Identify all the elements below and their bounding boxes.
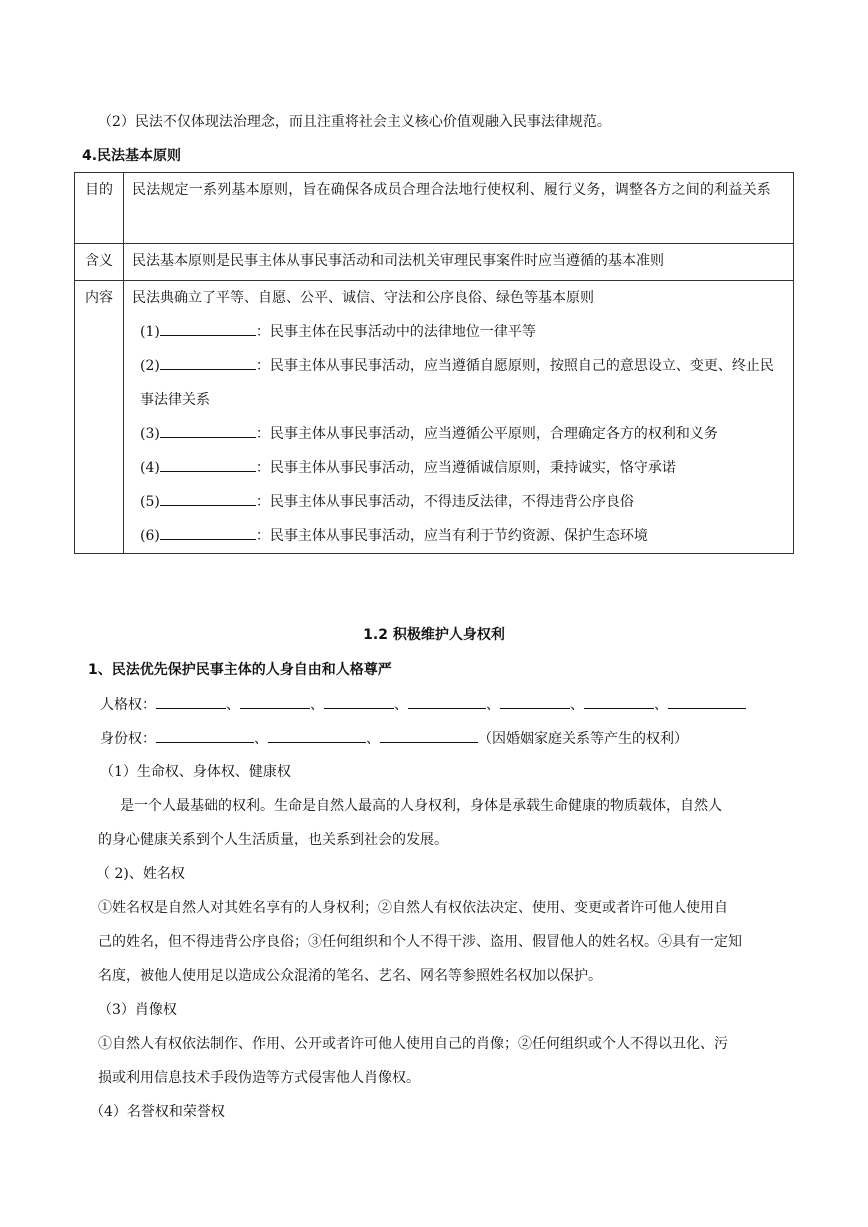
purpose-label (75, 173, 124, 244)
heading-1: 1、民法优先保护民事主体的人身自由和人格尊严 (88, 662, 392, 678)
principle-item (132, 315, 785, 349)
principle-item (132, 417, 785, 451)
separator: 、 (394, 697, 408, 713)
principle-num: (6) (140, 528, 160, 544)
principle-text: ：民事主体在民事活动中的法律地位一律平等 (255, 324, 536, 340)
principle-text: ：民事主体从事民事活动，应当遵循公平原则，合理确定各方的权利和义务 (255, 426, 718, 442)
personality-blank[interactable] (240, 694, 310, 709)
personality-blank[interactable] (584, 694, 654, 709)
principle-text: ：民事主体从事民事活动，应当遵循自愿原则，按照自己的意思设立、变更、终止民事法律关系 (140, 358, 774, 408)
purpose-label-text: 目的 (85, 182, 113, 198)
principle-num: (2) (140, 358, 160, 374)
separator: 、 (654, 697, 668, 713)
separator: 、 (310, 697, 324, 713)
section4-title: 4.民法基本原则 (82, 148, 182, 164)
identity-note: （因婚姻家庭关系等产生的权利） (478, 731, 688, 747)
principle-blank[interactable] (160, 423, 256, 438)
personality-blank[interactable] (500, 694, 570, 709)
content-cell (124, 281, 794, 554)
principle-item (132, 519, 785, 553)
table-row-content (75, 281, 794, 554)
meaning-label-text: 含义 (85, 253, 113, 269)
principle-num: (5) (140, 494, 160, 510)
intro-line: （2）民法不仅体现法治理念，而且注重将社会主义核心价值观融入民事法律规范。 (98, 114, 611, 130)
principle-text: ：民事主体从事民事活动，应当遵循诚信原则，秉持诚实，恪守承诺 (255, 460, 676, 476)
sub1-title: （1）生命权、身体权、健康权 (100, 764, 291, 780)
personality-blank[interactable] (408, 694, 486, 709)
principle-text: ：民事主体从事民事活动，不得违反法律，不得违背公序良俗 (255, 494, 634, 510)
personality-rights-line (100, 694, 746, 715)
section-title: 1.2 积极维护人身权利 (363, 627, 505, 643)
sub1-para-line: 是一个人最基础的权利。生命是自然人最高的人身权利，身体是承载生命健康的物质载体，自然人 (120, 798, 722, 814)
table-row-purpose (75, 173, 794, 244)
identity-label: 身份权： (100, 731, 156, 747)
meaning-cell (124, 244, 794, 281)
principle-item (132, 485, 785, 519)
sub2-para-line: 己的姓名，但不得违背公序良俗；③任何组织和个人不得干涉、盗用、假冒他人的姓名权。④具有一定知 (98, 934, 742, 950)
principle-num: (4) (140, 460, 160, 476)
purpose-cell (124, 173, 794, 244)
principle-num: (3) (140, 426, 160, 442)
principle-num: (1) (140, 324, 160, 340)
principle-blank[interactable] (160, 525, 256, 540)
sub1-para-line: 的身心健康关系到个人生活质量，也关系到社会的发展。 (98, 832, 448, 848)
meaning-label (75, 244, 124, 281)
sub4-title: （4）名誉权和荣誉权 (90, 1104, 225, 1120)
sub3-para-line: ①自然人有权依法制作、作用、公开或者许可他人使用自己的肖像；②任何组织或个人不得以丑化、污 (98, 1036, 728, 1052)
sub3-title: （3）肖像权 (98, 1002, 177, 1018)
content-intro: 民法典确立了平等、自愿、公平、诚信、守法和公序良俗、绿色等基本原则 (132, 290, 594, 306)
separator: 、 (486, 697, 500, 713)
separator: 、 (570, 697, 584, 713)
separator: 、 (366, 731, 380, 747)
content-label (75, 281, 124, 554)
personality-blank[interactable] (156, 694, 226, 709)
personality-label: 人格权： (100, 697, 156, 713)
purpose-text: 民法规定一系列基本原则，旨在确保各成员合理合法地行使权利、履行义务，调整各方之间的利益关系 (132, 182, 771, 198)
sub2-para-line: 名度，被他人使用足以造成公众混淆的笔名、艺名、网名等参照姓名权加以保护。 (98, 968, 602, 984)
identity-blank[interactable] (268, 728, 366, 743)
principle-text: ：民事主体从事民事活动，应当有利于节约资源、保护生态环境 (255, 528, 648, 544)
sub3-para-line: 损或利用信息技术手段伪造等方式侵害他人肖像权。 (98, 1070, 420, 1086)
content-label-text: 内容 (85, 290, 113, 306)
identity-rights-line (100, 728, 688, 749)
identity-blank[interactable] (156, 728, 254, 743)
table-row-meaning (75, 244, 794, 281)
personality-blank[interactable] (668, 694, 746, 709)
personality-blank[interactable] (324, 694, 394, 709)
principle-blank[interactable] (160, 355, 256, 370)
principles-table (74, 172, 794, 554)
principle-item (132, 451, 785, 485)
sub2-para-line: ①姓名权是自然人对其姓名享有的人身权利；②自然人有权依法决定、使用、变更或者许可他人使用自 (98, 900, 728, 916)
principle-item (132, 349, 785, 417)
principle-blank[interactable] (160, 491, 256, 506)
identity-blank[interactable] (380, 728, 478, 743)
meaning-text: 民法基本原则是民事主体从事民事活动和司法机关审理民事案件时应当遵循的基本准则 (132, 253, 664, 269)
sub2-title: （ 2)、姓名权 (96, 866, 185, 882)
separator: 、 (254, 731, 268, 747)
principle-blank[interactable] (160, 321, 256, 336)
principle-blank[interactable] (160, 457, 256, 472)
separator: 、 (226, 697, 240, 713)
